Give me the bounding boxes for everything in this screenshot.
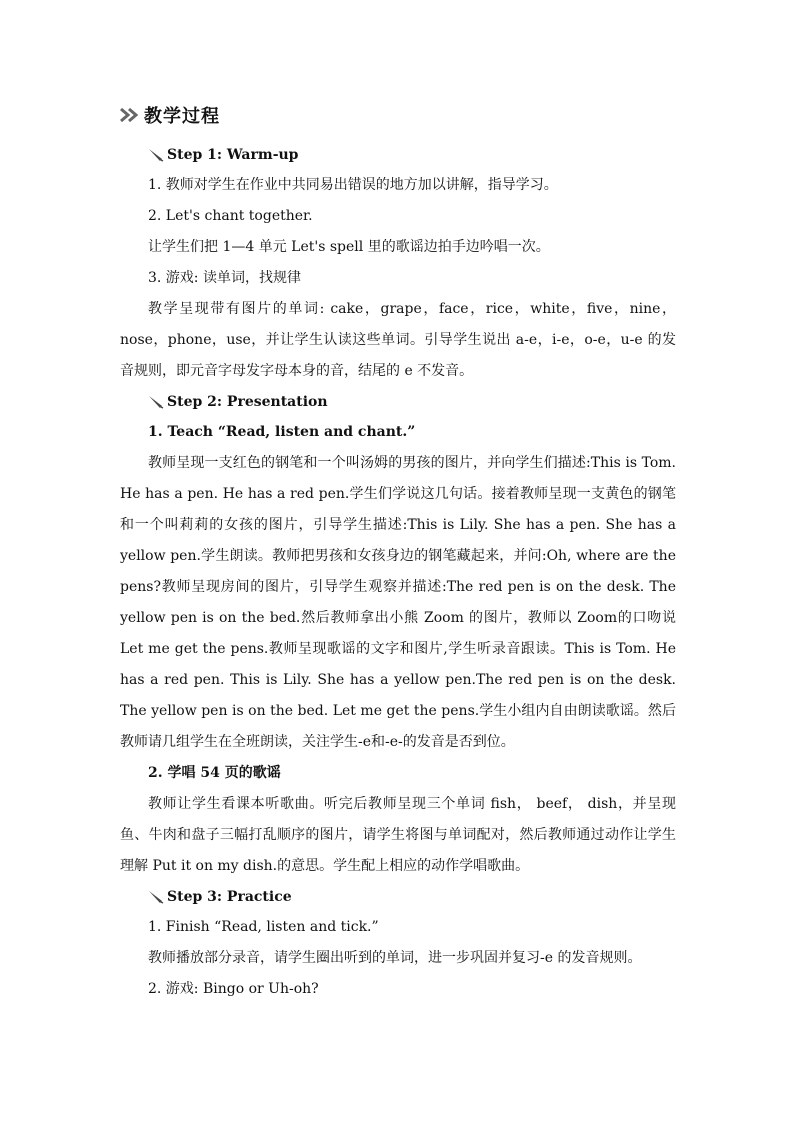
section-heading	[120, 98, 676, 132]
step-1-title: Step 1: Warm-up	[167, 147, 299, 163]
paragraph: 教学呈现带有图片的单词: cake，grape，face，rice，white，five，nine，nose，phone，use，并让学生认读这些单词。引导学生说出 a-e，i-e，o-e，u-e 的发音规则，即元音字母发字母本身的音，结尾的 e 不发音。	[120, 301, 676, 379]
step-3-title: Step 3: Practice	[167, 889, 292, 905]
pen-icon	[148, 890, 164, 904]
document-body	[120, 98, 676, 1005]
subheading: 2. 学唱 54 页的歌谣	[148, 765, 281, 781]
paragraph: 教师让学生看课本听歌曲。听完后教师呈现三个单词 fish， beef， dish，并呈现鱼、牛肉和盘子三幅打乱顺序的图片，请学生将图与单词配对，然后教师通过动作让学生理解 Put it on my dish.的意思。学生配上相应的动作学唱歌曲。	[120, 796, 676, 874]
double-chevron-icon	[120, 108, 140, 122]
pen-icon	[148, 395, 164, 409]
paragraph: 让学生们把 1—4 单元 Let's spell 里的歌谣边拍手边吟唱一次。	[148, 239, 550, 255]
paragraph: 1. 教师对学生在作业中共同易出错误的地方加以讲解，指导学习。	[148, 177, 558, 193]
subheading: 1. Teach “Read, listen and chant.”	[148, 424, 416, 440]
paragraph: 2. Let's chant together.	[148, 208, 313, 224]
paragraph: 2. 游戏: Bingo or Uh-oh?	[148, 981, 319, 997]
paragraph: 1. Finish “Read, listen and tick.”	[148, 919, 379, 935]
step-2-title: Step 2: Presentation	[167, 394, 328, 410]
pen-icon	[148, 148, 164, 162]
step-1-heading	[148, 140, 676, 170]
section-title: 教学过程	[144, 106, 220, 127]
paragraph: 教师播放部分录音，请学生圈出听到的单词，进一步巩固并复习-e 的发音规则。	[148, 950, 642, 966]
step-3-heading	[148, 882, 676, 912]
paragraph: 3. 游戏: 读单词，找规律	[148, 270, 301, 286]
step-2-heading	[148, 387, 676, 417]
paragraph: 教师呈现一支红色的钢笔和一个叫汤姆的男孩的图片，并向学生们描述:This is Tom. He has a pen. He has a red pen.学生们学说这几句话。接着教师呈现一支黄色的钢笔和一个叫莉莉的女孩的图片，引导学生描述:This is Lily. She has a pen. She has a yellow pen.学生朗读。教师把男孩和女孩身边的钢笔藏起来，并问:Oh, where are the pens?教师呈现房间的图片，引导学生观察并描述:The red pen is on the desk. The yellow pen is on the bed.然后教师拿出小熊 Zoom 的图片，教师以 Zoom的口吻说Let me get the pens.教师呈现歌谣的文字和图片,学生听录音跟读。This is Tom. He has a red pen. This is Lily. She has a yellow pen.The red pen is on the desk. The yellow pen is on the bed. Let me get the pens.学生小组内自由朗读歌谣。然后教师请几组学生在全班朗读，关注学生-e和-e-的发音是否到位。	[120, 455, 676, 750]
